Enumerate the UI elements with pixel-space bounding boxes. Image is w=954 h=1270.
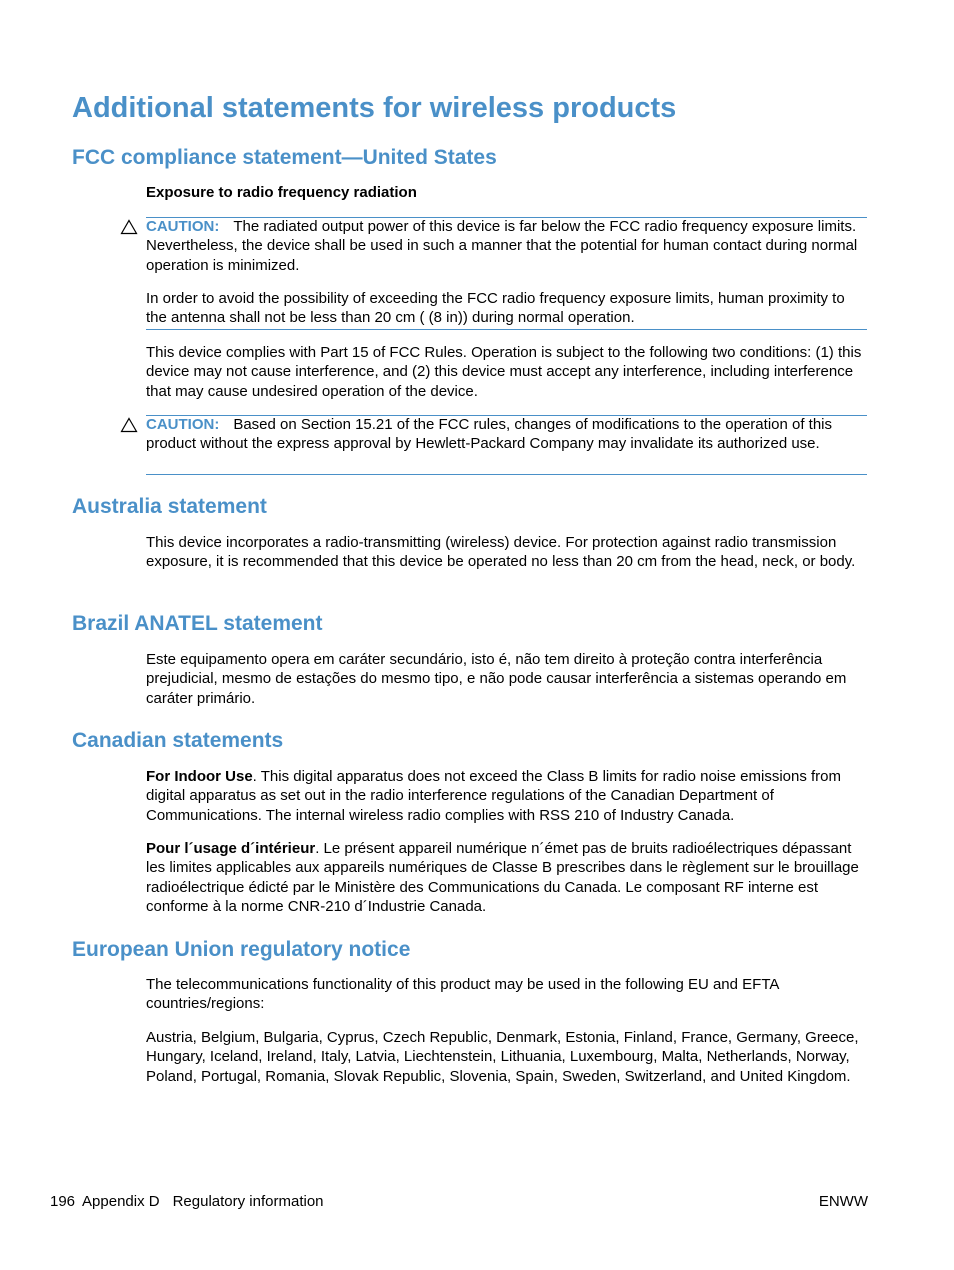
australia-text: This device incorporates a radio-transmitting (wireless) device. For protection against radio transmission exposure, it is recommended that this device be operated no less than 20 cm from the head, neck, or body. xyxy=(146,534,856,571)
fcc-subheading: Exposure to radio frequency radiation xyxy=(146,184,417,201)
caution-label: CAUTION: xyxy=(146,218,220,235)
footer-right: ENWW xyxy=(818,1193,868,1210)
canada-indoor-text xyxy=(146,767,868,825)
caution-1-text xyxy=(146,217,868,275)
australia-heading: Australia statement xyxy=(72,495,267,518)
warning-triangle-icon xyxy=(120,417,138,433)
page-number: 196 xyxy=(50,1193,76,1210)
canada-french-bold: Pour l´usage d´intérieur xyxy=(146,840,316,857)
caution-1-extra: In order to avoid the possibility of exceeding the FCC radio frequency exposure limits, human proximity to the antenna shall not be less than 20 cm ( (8 in)) during normal operation. xyxy=(146,290,845,327)
canada-heading: Canadian statements xyxy=(72,729,284,752)
canada-indoor-body: . This digital apparatus does not exceed the Class B limits for radio noise emissions from digital apparatus as set out in the radio interference regulations of the Canadian Department of Communications. The internal wireless radio complies with RSS 210 of Industry Canada. xyxy=(146,768,842,824)
caution-2-body: Based on Section 15.21 of the FCC rules, changes of modifications to the operation of this product without the express approval by Hewlett-Packard Company may invalidate its authorized use. xyxy=(146,416,833,453)
brazil-heading: Brazil ANATEL statement xyxy=(72,612,323,635)
footer-chapter: Appendix D xyxy=(82,1193,160,1210)
eu-heading: European Union regulatory notice xyxy=(72,938,411,961)
caution-label: CAUTION: xyxy=(146,416,220,433)
eu-intro-text: The telecommunications functionality of this product may be used in the following EU and EFTA countries/regions: xyxy=(146,976,779,1013)
footer-left xyxy=(50,1192,331,1211)
warning-triangle-icon xyxy=(120,219,138,235)
canada-indoor-bold: For Indoor Use xyxy=(146,768,253,785)
canada-french-body: . Le présent appareil numérique n´émet pas de bruits radioélectriques dépassant les limites applicables aux appareils numériques de Classe B prescribes dans le règlement sur le brouillage radioélectrique édicté par le Ministère des Communications du Canada. Le composant RF interne est conforme à la norme CNR-210 d´Industrie Canada. xyxy=(146,840,859,916)
brazil-text: Este equipamento opera em caráter secundário, isto é, não tem direito à proteção contra interferência prejudicial, mesmo de estações do mesmo tipo, e não pode causar interferência a sistemas operando em caráter primário. xyxy=(146,651,847,707)
caution-rule-bottom xyxy=(146,329,867,330)
caution-rule-bottom xyxy=(146,474,867,475)
footer-section: Regulatory information xyxy=(172,1193,324,1210)
page-title: Additional statements for wireless products xyxy=(72,92,677,124)
canada-french-text xyxy=(146,839,868,917)
eu-countries-text: Austria, Belgium, Bulgaria, Cyprus, Czech Republic, Denmark, Estonia, Finland, France, Germany, Greece, Hungary, Iceland, Ireland, Italy, Latvia, Liechtenstein, Lithuania, Luxembourg, Malta, Netherlands, Norway, Poland, Portugal, Romania, Slovak Republic, Slovenia, Spain, Sweden, Switzerland, and United Kingdom. xyxy=(146,1029,859,1085)
caution-2-text xyxy=(146,415,868,454)
caution-1-body: The radiated output power of this device is far below the FCC radio frequency exposure limits. Nevertheless, the device shall be used in such a manner that the potential for human contact during normal operation is minimized. xyxy=(146,218,858,274)
fcc-heading: FCC compliance statement—United States xyxy=(72,146,497,169)
fcc-part15-text: This device complies with Part 15 of FCC Rules. Operation is subject to the following two conditions: (1) this device may not cause interference, and (2) this device must accept any interference, including interference that may cause undesired operation of the device. xyxy=(146,344,862,400)
